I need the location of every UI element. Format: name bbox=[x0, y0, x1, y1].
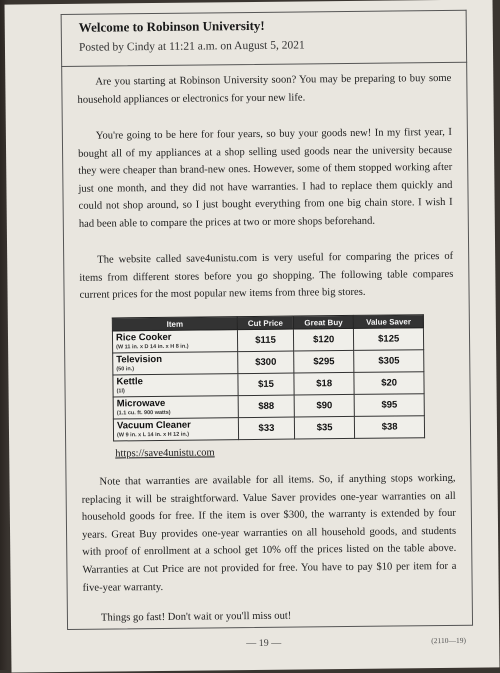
table-row bbox=[113, 394, 424, 419]
item-detail: (W 11 in. x D 14 in. x H 8 in.) bbox=[116, 343, 189, 350]
item-cell bbox=[113, 352, 238, 375]
price-great-buy: $295 bbox=[294, 350, 355, 373]
header-item: Item bbox=[112, 317, 237, 331]
item-detail: (1.1 cu. ft. 900 watts) bbox=[116, 409, 171, 416]
paragraph-closing: Things go fast! Don't wait or you'll miss out! bbox=[100, 610, 292, 624]
paragraph-intro: Are you starting at Robinson University soon? You may be preparing to buy some household appliances or electronics for your new life. bbox=[77, 72, 452, 106]
exam-page bbox=[5, 0, 500, 673]
price-great-buy: $35 bbox=[294, 416, 355, 439]
table-row bbox=[112, 328, 423, 353]
price-cut-price: $115 bbox=[237, 329, 293, 352]
item-name: Rice Cooker bbox=[115, 331, 172, 343]
header-value-saver: Value Saver bbox=[354, 315, 424, 329]
post-title: Welcome to Robinson University! bbox=[78, 17, 265, 35]
price-cut-price: $300 bbox=[238, 351, 294, 374]
item-detail: (50 in.) bbox=[116, 365, 135, 372]
paragraph-experience: You're going to be here for four years, so buy your goods new! In my first year, I bought all of my appliances at a shop selling used goods near the university because they were cheaper than brand-new ones. However, some of them stopped working after just one month, and they did not have warranties. I had to replace them quickly and could not shop around, so I just bought everything from one big chain store. I wish I had been able to compare the prices at two or more shops beforehand. bbox=[78, 126, 453, 230]
table-row bbox=[113, 372, 424, 397]
table-row bbox=[113, 350, 424, 375]
price-comparison-table bbox=[112, 314, 425, 441]
item-detail: (1l) bbox=[116, 387, 125, 394]
price-great-buy: $90 bbox=[294, 394, 355, 417]
price-great-buy: $120 bbox=[293, 328, 354, 351]
price-cut-price: $88 bbox=[238, 395, 294, 418]
item-cell bbox=[113, 396, 238, 419]
header-cut-price: Cut Price bbox=[237, 316, 293, 330]
price-value-saver: $20 bbox=[354, 372, 424, 395]
paragraph-warranties: Note that warranties are available for all items. So, if anything stops working, replacing it will be straightforward. Value Saver provides one-year warranties on all household goods for free. If the item is over $300, the warranty is extended by four years. Great Buy provides one-year warranties on all household goods, and students with proof of enrollment at a school get 10% off the prices listed on the table above. Warranties at Cut Price are not provided for free. You have to pay $10 per item for a five-year warranty. bbox=[81, 472, 457, 594]
table-row bbox=[113, 416, 424, 441]
item-name: Television bbox=[116, 353, 163, 365]
item-cell bbox=[113, 418, 238, 441]
item-name: Kettle bbox=[116, 375, 143, 387]
price-great-buy: $18 bbox=[294, 372, 355, 395]
price-value-saver: $95 bbox=[354, 394, 424, 417]
page-number: — 19 — bbox=[246, 637, 282, 650]
paragraph-website: The website called save4unistu.com is very useful for comparing the prices of items from different stores before you go shopping. The following table compares current prices for the most popular new items from three big stores. bbox=[79, 250, 454, 301]
item-cell bbox=[112, 330, 237, 353]
item-name: Vacuum Cleaner bbox=[116, 419, 191, 431]
price-cut-price: $33 bbox=[238, 417, 294, 440]
item-detail: (W 9 in. x L 14 in. x H 12 in.) bbox=[116, 431, 190, 438]
exam-code: (2110—19) bbox=[431, 635, 466, 646]
item-name: Microwave bbox=[116, 397, 166, 409]
item-cell bbox=[113, 374, 238, 397]
price-value-saver: $125 bbox=[354, 328, 424, 351]
post-byline: Posted by Cindy at 11:21 a.m. on August 5, 2021 bbox=[78, 39, 305, 54]
price-cut-price: $15 bbox=[238, 373, 294, 396]
price-value-saver: $305 bbox=[354, 350, 424, 373]
price-value-saver: $38 bbox=[355, 416, 425, 439]
header-great-buy: Great Buy bbox=[293, 315, 353, 329]
website-link[interactable]: https://save4unistu.com bbox=[115, 447, 215, 460]
